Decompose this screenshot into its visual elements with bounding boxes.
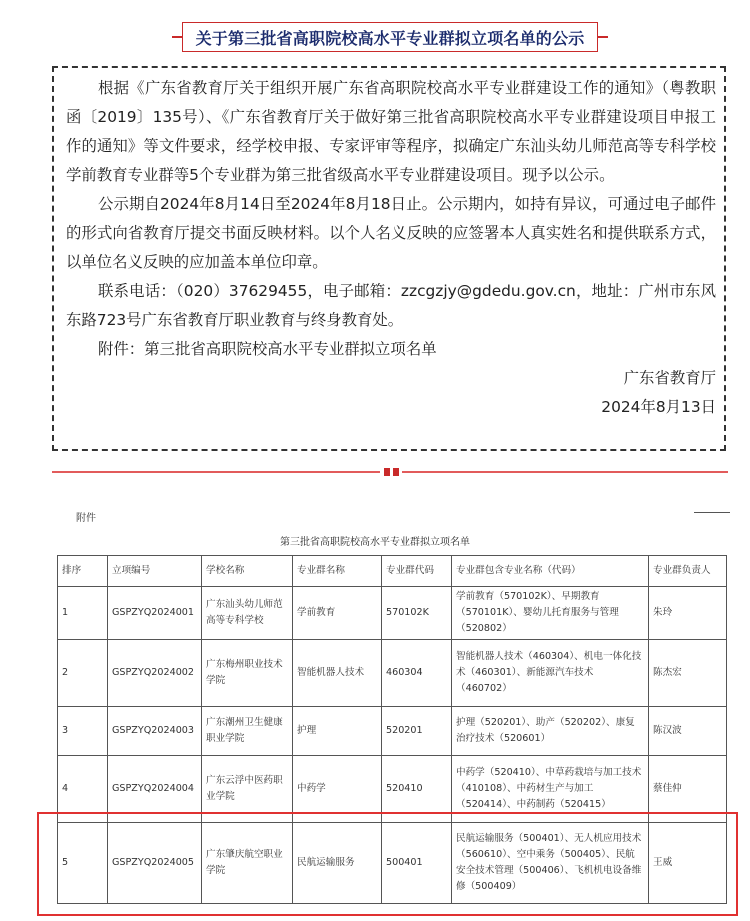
title-right-rule [598, 36, 608, 38]
notice-contact: 联系电话：（020）37629455，电子邮箱：zzcgzjy@gdedu.gov.cn，地址：广州市东风东路723号广东省教育厅职业教育与终身教育处。 [66, 282, 716, 329]
table-cell: 学前教育 [293, 587, 382, 640]
table-title: 第三批省高职院校高水平专业群拟立项名单 [280, 537, 470, 548]
table-cell: 570102K [382, 587, 452, 640]
table-cell: 广东云浮中医药职业学院 [202, 756, 293, 823]
notice-date: 2024年8月13日 [601, 398, 716, 416]
attachment-label: 附件 [76, 513, 96, 524]
notice-paragraph-2: 公示期自2024年8月14日至2024年8月18日止。公示期内，如持有异议，可通过电子邮件的形式向省教育厅提交书面反映材料。以个人名义反映的应签署本人真实姓名和提供联系方式，以单位名义反映的应加盖本单位印章。 [66, 195, 716, 271]
table-cell: 520410 [382, 756, 452, 823]
table-cell: 2 [58, 640, 108, 707]
title-banner [172, 22, 608, 52]
table-cell: 广东梅州职业技术学院 [202, 640, 293, 707]
table-row [58, 587, 727, 640]
table-cell: 学前教育（570102K）、早期教育（570101K）、婴幼儿托育服务与管理（520802） [452, 587, 649, 640]
table-cell: 陈汉波 [649, 707, 727, 756]
table-cell: 3 [58, 707, 108, 756]
table-cell: GSPZYQ2024002 [108, 640, 202, 707]
table-cell: 500401 [382, 823, 452, 904]
table-cell: 广东汕头幼儿师范高等专科学校 [202, 587, 293, 640]
title-left-rule [172, 36, 182, 38]
table-row [58, 640, 727, 707]
table-cell: GSPZYQ2024005 [108, 823, 202, 904]
table-cell: 460304 [382, 640, 452, 707]
header-cell: 排序 [58, 556, 108, 587]
table-cell: 护理（520201）、助产（520202）、康复治疗技术（520601） [452, 707, 649, 756]
table-row [58, 707, 727, 756]
table-cell: 1 [58, 587, 108, 640]
divider-ornament [380, 466, 402, 478]
table-cell: 智能机器人技术 [293, 640, 382, 707]
table-cell: GSPZYQ2024001 [108, 587, 202, 640]
header-cell: 专业群包含专业名称（代码） [452, 556, 649, 587]
table-cell: 5 [58, 823, 108, 904]
notice-attachment-ref: 附件：第三批省高职院校高水平专业群拟立项名单 [98, 340, 437, 358]
table-cell: 民航运输服务 [293, 823, 382, 904]
title-box [182, 22, 598, 52]
table-cell: GSPZYQ2024004 [108, 756, 202, 823]
table-cell: 护理 [293, 707, 382, 756]
header-cell: 专业群名称 [293, 556, 382, 587]
table-cell: 中药学（520410）、中草药栽培与加工技术（410108）、中药材生产与加工（520414）、中药制药（520415） [452, 756, 649, 823]
header-cell: 学校名称 [202, 556, 293, 587]
table-cell: 520201 [382, 707, 452, 756]
table-cell: 王威 [649, 823, 727, 904]
header-cell: 专业群负责人 [649, 556, 727, 587]
table-cell: 广东潮州卫生健康职业学院 [202, 707, 293, 756]
table-cell: GSPZYQ2024003 [108, 707, 202, 756]
table-cell: 广东肇庆航空职业学院 [202, 823, 293, 904]
table-cell: 民航运输服务（500401）、无人机应用技术（560610）、空中乘务（500405）、民航安全技术管理（500406）、飞机机电设备维修（500409） [452, 823, 649, 904]
attachment-rule [694, 512, 730, 513]
table-cell: 4 [58, 756, 108, 823]
table-cell: 智能机器人技术（460304）、机电一体化技术（460301）、新能源汽车技术（460702） [452, 640, 649, 707]
header-cell: 立项编号 [108, 556, 202, 587]
highlight-box [37, 812, 738, 916]
notice-paragraph-1: 根据《广东省教育厅关于组织开展广东省高职院校高水平专业群建设工作的通知》（粤教职函〔2019〕135号）、《广东省教育厅关于做好第三批省高职院校高水平专业群建设项目申报工作的通知》等文件要求，经学校申报、专家评审等程序，拟确定广东汕头幼儿师范高等专科学校学前教育专业群等5个专业群为第三批省级高水平专业群建设项目。现予以公示。 [66, 79, 716, 184]
table-cell: 蔡佳仲 [649, 756, 727, 823]
table-cell: 朱玲 [649, 587, 727, 640]
notice-box [52, 66, 726, 451]
table-header-row [58, 556, 727, 587]
notice-signature: 广东省教育厅 [623, 369, 716, 387]
table-cell: 陈杰宏 [649, 640, 727, 707]
header-cell: 专业群代码 [382, 556, 452, 587]
table-cell: 中药学 [293, 756, 382, 823]
page-title: 关于第三批省高职院校高水平专业群拟立项名单的公示 [195, 28, 585, 48]
